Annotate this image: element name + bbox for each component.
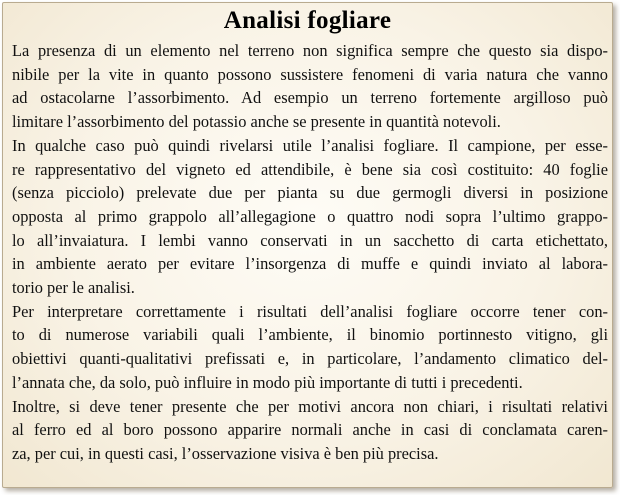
paragraph-4 [12, 395, 608, 466]
text-line: torio per le analisi. [12, 278, 135, 298]
text-line: l’annata che, da solo, può influire in modo più importante di tutti i precedenti. [12, 372, 523, 392]
text-line: limitare l’assorbimento del potassio anche se presente in quantità notevoli. [12, 112, 501, 132]
text-line: La presenza di un elemento nel terreno non significa sempre che questo sia dispo- [12, 41, 608, 60]
text-line: in ambiente aerato per evitare l’insorgenza di muffe e quindi inviato al labora- [12, 254, 608, 274]
text-card [2, 2, 613, 488]
text-line: al ferro ed al boro possono apparire normali anche in casi di conclamata caren- [12, 420, 608, 440]
text-line: ad ostacolarne l’assorbimento. Ad esempio un terreno fortemente argilloso può [12, 88, 608, 108]
page-title: Analisi fogliare [223, 7, 392, 34]
text-line: Per interpretare correttamente i risultati dell’analisi fogliare occorre tener con- [12, 301, 608, 321]
paragraph-2 [12, 134, 608, 300]
text-line: to di numerose variabili quali l’ambiente, il binomio portinnesto vitigno, gli [12, 325, 608, 345]
text-line: za, per cui, in questi casi, l’osservazione visiva è ben più precisa. [12, 443, 439, 463]
text-line: In qualche caso può quindi rivelarsi utile l’analisi fogliare. Il campione, per esse- [12, 135, 608, 155]
text-line: re rappresentativo del vigneto ed attendibile, è bene sia così costituito: 40 foglie [12, 159, 608, 179]
paragraph-3 [12, 300, 608, 395]
text-line: opposta al primo grappolo all’allegagione o quattro nodi sopra l’ultimo grappo- [12, 206, 608, 226]
article-body [12, 39, 608, 466]
text-line: nibile per la vite in quanto possono sussistere fenomeni di varia natura che vanno [12, 64, 608, 84]
text-line: Inoltre, si deve tener presente che per motivi ancora non chiari, i risultati relativi [12, 396, 608, 416]
paragraph-1 [12, 39, 608, 134]
text-line: lo all’invaiatura. I lembi vanno conservati in un sacchetto di carta etichettato, [12, 230, 608, 250]
text-line: (senza picciolo) prelevate due per pianta su due germogli diversi in posizione [12, 183, 608, 203]
text-line: obiettivi quanti-qualitativi prefissati e, in particolare, l’andamento climatico del- [12, 349, 608, 369]
